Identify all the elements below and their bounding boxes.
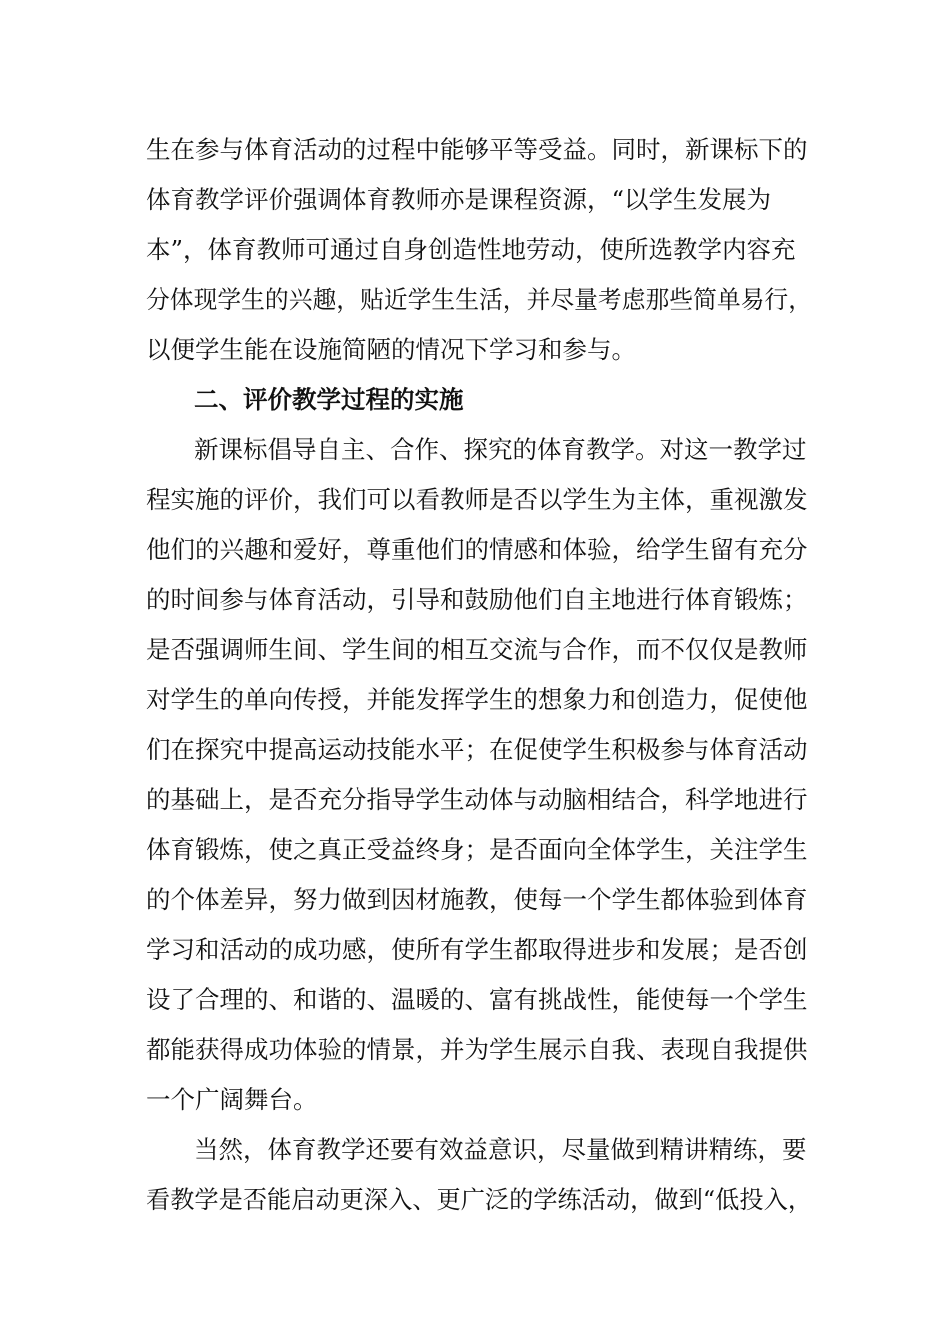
- text-line: 体育教学评价强调体育教师亦是课程资源，“以学生发展为: [146, 185, 772, 214]
- text-line: 分体现学生的兴趣，贴近学生生活，并尽量考虑那些简单易行，: [146, 285, 812, 314]
- text-line: 的时间参与体育活动，引导和鼓励他们自主地进行体育锻炼；: [146, 585, 808, 614]
- text-line: 体育锻炼，使之真正受益终身；是否面向全体学生，关注学生: [146, 835, 808, 864]
- text-line: 们在探究中提高运动技能水平；在促使学生积极参与体育活动: [146, 735, 808, 764]
- section-heading: 二、评价教学过程的实施: [194, 385, 464, 414]
- text-line: 新课标倡导自主、合作、探究的体育教学。对这一教学过: [194, 435, 807, 464]
- text-line: 生在参与体育活动的过程中能够平等受益。同时，新课标下的: [146, 135, 808, 164]
- text-line: 他们的兴趣和爱好，尊重他们的情感和体验，给学生留有充分: [146, 535, 808, 564]
- text-line: 看教学是否能启动更深入、更广泛的学练活动，做到“低投入，: [146, 1185, 813, 1214]
- text-line: 都能获得成功体验的情景，并为学生展示自我、表现自我提供: [146, 1035, 808, 1064]
- text-line: 设了合理的、和谐的、温暖的、富有挑战性，能使每一个学生: [146, 985, 808, 1014]
- text-line: 以便学生能在设施简陋的情况下学习和参与。: [146, 335, 636, 364]
- text-line: 对学生的单向传授，并能发挥学生的想象力和创造力，促使他: [146, 685, 808, 714]
- text-line: 的个体差异，努力做到因材施教，使每一个学生都体验到体育: [146, 885, 808, 914]
- text-line: 程实施的评价，我们可以看教师是否以学生为主体，重视激发: [146, 485, 808, 514]
- text-line: 本”，体育教师可通过自身创造性地劳动，使所选教学内容充: [146, 235, 796, 264]
- text-line: 的基础上，是否充分指导学生动体与动脑相结合，科学地进行: [146, 785, 808, 814]
- text-line: 学习和活动的成功感，使所有学生都取得进步和发展；是否创: [146, 935, 808, 964]
- text-line: 当然，体育教学还要有效益意识，尽量做到精讲精练，要: [194, 1135, 807, 1164]
- text-line: 是否强调师生间、学生间的相互交流与合作，而不仅仅是教师: [146, 635, 808, 664]
- text-line: 一个广阔舞台。: [146, 1085, 318, 1114]
